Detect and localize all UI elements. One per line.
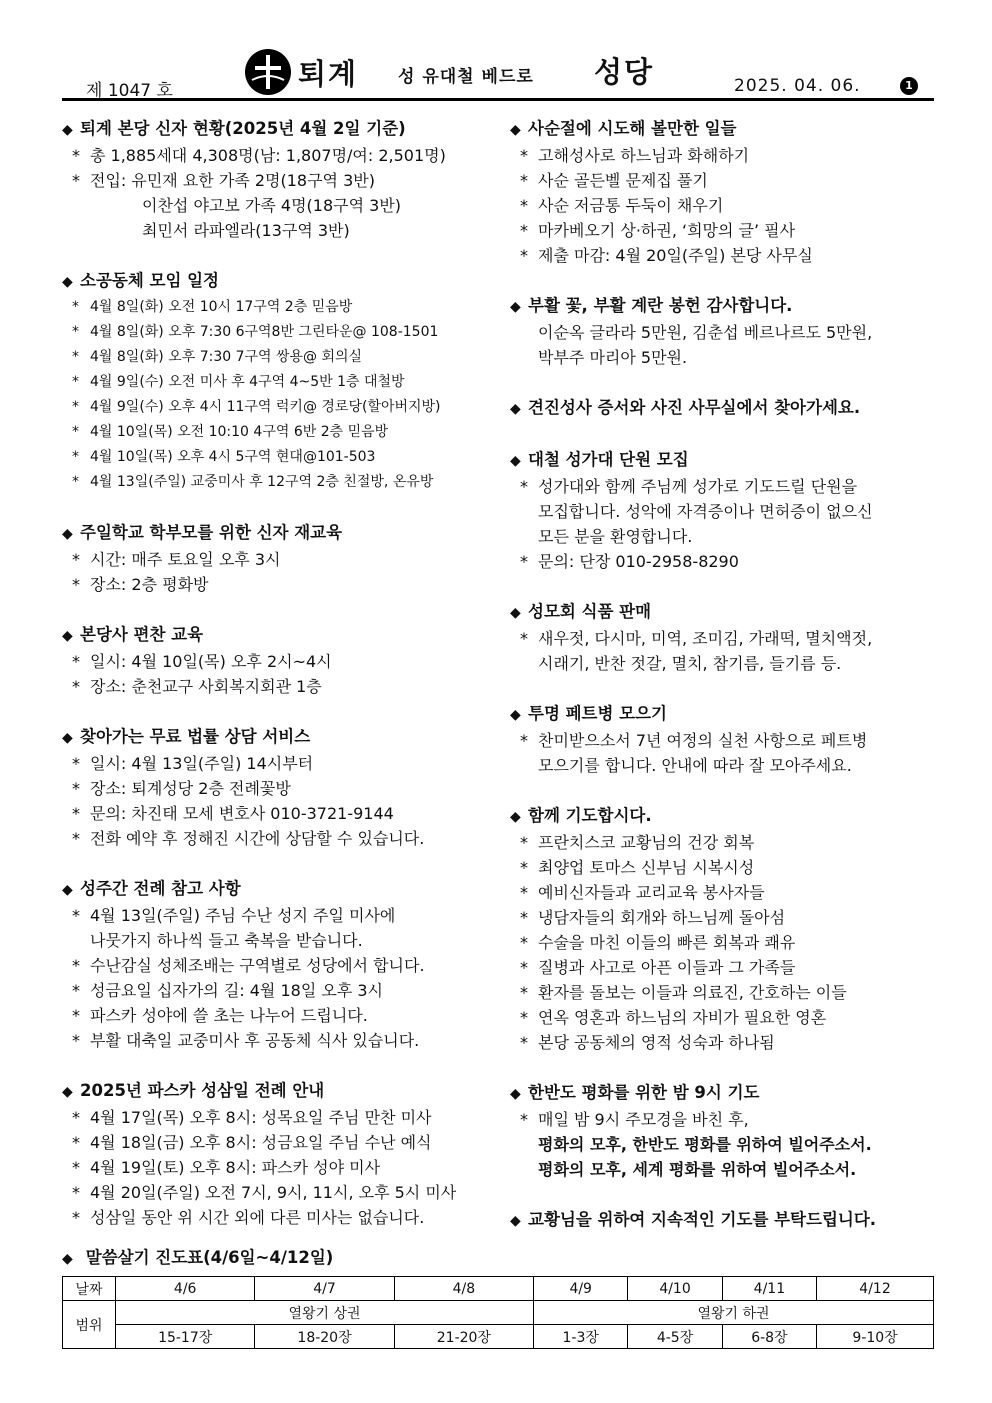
diamond-icon: ◆ xyxy=(510,707,521,723)
list-item xyxy=(62,953,502,978)
list-item-text: 예비신자들과 교리교육 봉사자들 xyxy=(538,883,765,902)
notice-section xyxy=(510,803,940,1055)
list-item-text: 새우젓, 다시마, 미역, 조미김, 가래떡, 멸치액젓, xyxy=(538,629,873,648)
list-item-text: 4월 10일(목) 오전 10:10 4구역 6반 2층 믿음방 xyxy=(90,424,389,440)
list-item xyxy=(510,1005,940,1030)
asterisk-bullet-icon: * xyxy=(72,956,80,975)
date-cell: 4/6 xyxy=(116,1277,255,1301)
asterisk-bullet-icon: * xyxy=(72,754,80,773)
asterisk-bullet-icon: * xyxy=(72,374,79,390)
list-item-text: 고해성사로 하느님과 화해하기 xyxy=(538,146,750,165)
asterisk-bullet-icon: * xyxy=(520,146,528,165)
list-item xyxy=(510,243,940,268)
asterisk-bullet-icon: * xyxy=(520,1033,528,1052)
list-item-text: 성삼일 동안 위 시간 외에 다른 미사는 없습니다. xyxy=(90,1208,425,1227)
asterisk-bullet-icon: * xyxy=(72,829,80,848)
notice-section xyxy=(510,293,940,370)
diamond-icon: ◆ xyxy=(510,299,521,315)
notice-section xyxy=(62,1078,502,1230)
continuation-line: 모집합니다. 성악에 자격증이나 면허증이 없으신 xyxy=(538,502,873,521)
diamond-icon: ◆ xyxy=(62,882,73,898)
list-item-text: 4월 8일(화) 오후 7:30 6구역8반 그린타운@ 108-1501 xyxy=(90,324,439,340)
diamond-icon: ◆ xyxy=(62,1084,73,1100)
section-title-text: 사순절에 시도해 볼만한 일들 xyxy=(528,119,737,138)
date-cell: 4/11 xyxy=(722,1277,816,1301)
left-column xyxy=(62,116,502,1255)
list-item xyxy=(510,626,940,651)
section-title xyxy=(510,116,940,143)
book-cell: 열왕기 상권 xyxy=(116,1301,534,1325)
continuation-line: 이찬섭 야고보 가족 4명(18구역 3반) xyxy=(142,196,402,215)
asterisk-bullet-icon: * xyxy=(72,1183,80,1202)
asterisk-bullet-icon: * xyxy=(72,399,79,415)
section-title xyxy=(62,268,502,295)
list-item-text: 일시: 4월 10일(목) 오후 2시~4시 xyxy=(90,652,332,671)
asterisk-bullet-icon: * xyxy=(72,1006,80,1025)
range-label: 범위 xyxy=(63,1301,116,1349)
continuation-line: 평화의 모후, 세계 평화를 위하여 빌어주소서. xyxy=(538,1160,857,1179)
list-item-text: 문의: 차진태 모세 변호사 010-3721-9144 xyxy=(90,804,394,823)
list-item-text: 4월 18일(금) 오후 8시: 성금요일 주님 수난 예식 xyxy=(90,1133,432,1152)
list-item-text: 냉담자들의 회개와 하느님께 돌아섬 xyxy=(538,908,786,927)
asterisk-bullet-icon: * xyxy=(520,983,528,1002)
asterisk-bullet-icon: * xyxy=(72,575,80,594)
asterisk-bullet-icon: * xyxy=(520,858,528,877)
list-item xyxy=(510,830,940,855)
continuation-line: 박부주 마리아 5만원. xyxy=(538,348,688,367)
chapter-row xyxy=(63,1325,934,1349)
list-item xyxy=(510,474,940,499)
notice-section xyxy=(510,1080,940,1182)
date-cell: 4/7 xyxy=(255,1277,394,1301)
list-item xyxy=(62,649,502,674)
list-item xyxy=(62,1155,502,1180)
list-item-text: 4월 9일(수) 오전 미사 후 4구역 4~5반 1층 대철방 xyxy=(90,374,405,390)
list-item-text: 4월 8일(화) 오전 10시 17구역 2층 믿음방 xyxy=(90,299,353,315)
section-title-text: 본당사 편찬 교육 xyxy=(80,625,204,644)
list-item xyxy=(510,549,940,574)
asterisk-bullet-icon: * xyxy=(72,324,79,340)
section-title-text: 찾아가는 무료 법률 상담 서비스 xyxy=(80,727,311,746)
list-item-text: 4월 13일(주일) 교중미사 후 12구역 2층 친절방, 온유방 xyxy=(90,474,434,490)
continuation-line: 모으기를 합니다. 안내에 따라 잘 모아주세요. xyxy=(538,756,852,775)
list-item xyxy=(510,980,940,1005)
list-item-text: 제출 마감: 4월 20일(주일) 본당 사무실 xyxy=(538,246,813,265)
list-item-text: 프란치스코 교황님의 건강 회복 xyxy=(538,833,755,852)
chapter-cell: 9-10장 xyxy=(817,1325,934,1349)
asterisk-bullet-icon: * xyxy=(72,146,80,165)
section-title xyxy=(62,724,502,751)
list-item-text: 사순 골든벨 문제집 풀기 xyxy=(538,171,708,190)
list-item xyxy=(62,143,502,168)
diamond-icon: ◆ xyxy=(510,1086,521,1102)
list-item xyxy=(62,370,502,395)
notice-section xyxy=(510,447,940,574)
list-item xyxy=(510,905,940,930)
section-title-text: 퇴계 본당 신자 현황(2025년 4월 2일 기준) xyxy=(80,119,406,138)
list-item xyxy=(510,193,940,218)
diamond-icon: ◆ xyxy=(510,605,521,621)
list-item-text: 4월 8일(화) 오후 7:30 7구역 쌍용@ 회의실 xyxy=(90,349,363,365)
list-item-text: 수술을 마친 이들의 빠른 회복과 쾌유 xyxy=(538,933,796,952)
section-title xyxy=(62,520,502,547)
notice-section xyxy=(510,116,940,268)
list-item-text: 최양업 토마스 신부님 시복시성 xyxy=(538,858,755,877)
section-title-text: 대철 성가대 단원 모집 xyxy=(528,450,689,469)
diamond-icon: ◆ xyxy=(62,1251,73,1267)
list-item-text: 4월 17일(목) 오후 8시: 성목요일 주님 만찬 미사 xyxy=(90,1108,432,1127)
schedule-table xyxy=(62,1276,934,1349)
schedule-title-text: 말씀살기 진도표(4/6일~4/12일) xyxy=(85,1248,334,1267)
asterisk-bullet-icon: * xyxy=(520,196,528,215)
diamond-icon: ◆ xyxy=(62,122,73,138)
notice-section xyxy=(62,520,502,597)
diamond-icon: ◆ xyxy=(510,401,521,417)
asterisk-bullet-icon: * xyxy=(520,221,528,240)
asterisk-bullet-icon: * xyxy=(72,677,80,696)
list-item-text: 문의: 단장 010-2958-8290 xyxy=(538,552,739,571)
section-title-text: 소공동체 모임 일정 xyxy=(80,271,220,290)
asterisk-bullet-icon: * xyxy=(72,804,80,823)
continuation-line: 시래기, 반찬 젓갈, 멸치, 참기름, 들기름 등. xyxy=(538,654,842,673)
list-item xyxy=(62,674,502,699)
section-title xyxy=(510,1080,940,1107)
section-title-text: 성모회 식품 판매 xyxy=(528,602,652,621)
section-title xyxy=(510,1207,940,1234)
header-rule xyxy=(62,98,934,101)
asterisk-bullet-icon: * xyxy=(520,246,528,265)
section-title-text: 한반도 평화를 위한 밤 9시 기도 xyxy=(528,1083,760,1102)
list-item-text: 전입: 유민재 요한 가족 2명(18구역 3반) xyxy=(90,171,375,190)
date-label: 날짜 xyxy=(63,1277,116,1301)
notice-section xyxy=(62,876,502,1053)
list-item-text: 4월 13일(주일) 주님 수난 성지 주일 미사에 xyxy=(90,906,396,925)
asterisk-bullet-icon: * xyxy=(72,1133,80,1152)
section-title-text: 함께 기도합시다. xyxy=(528,806,652,825)
list-item xyxy=(510,880,940,905)
chapter-cell: 18-20장 xyxy=(255,1325,394,1349)
section-title-text: 부활 꽃, 부활 계란 봉헌 감사합니다. xyxy=(528,296,793,315)
section-title xyxy=(510,395,940,422)
cross-logo-icon xyxy=(244,48,292,96)
title-end: 성당 xyxy=(594,55,655,89)
asterisk-bullet-icon: * xyxy=(72,1208,80,1227)
continuation-line: 나뭇가지 하나씩 들고 축복을 받습니다. xyxy=(90,931,363,950)
diamond-icon: ◆ xyxy=(62,730,73,746)
list-item xyxy=(62,168,502,193)
asterisk-bullet-icon: * xyxy=(520,731,528,750)
bible-reading-schedule xyxy=(62,1245,934,1349)
list-item xyxy=(62,572,502,597)
list-item-text: 4월 19일(토) 오후 8시: 파스카 성야 미사 xyxy=(90,1158,381,1177)
asterisk-bullet-icon: * xyxy=(72,299,79,315)
list-item-text: 일시: 4월 13일(주일) 14시부터 xyxy=(90,754,314,773)
notice-section xyxy=(510,701,940,778)
list-item xyxy=(62,776,502,801)
list-item xyxy=(510,1030,940,1055)
date-cell: 4/12 xyxy=(817,1277,934,1301)
asterisk-bullet-icon: * xyxy=(520,883,528,902)
continuation-line: 최민서 라파엘라(13구역 3반) xyxy=(142,221,350,240)
list-item xyxy=(62,1003,502,1028)
list-item xyxy=(62,903,502,928)
asterisk-bullet-icon: * xyxy=(72,779,80,798)
list-item-text: 총 1,885세대 4,308명(남: 1,807명/여: 2,501명) xyxy=(90,146,446,165)
bulletin-header xyxy=(62,48,934,101)
list-item xyxy=(62,1105,502,1130)
section-title-text: 2025년 파스카 성삼일 전례 안내 xyxy=(80,1081,325,1100)
date-row xyxy=(63,1277,934,1301)
continuation-line: 평화의 모후, 한반도 평화를 위하여 빌어주소서. xyxy=(538,1135,872,1154)
list-item-text: 시간: 매주 토요일 오후 3시 xyxy=(90,550,281,569)
date-cell: 4/10 xyxy=(628,1277,722,1301)
list-item xyxy=(62,1028,502,1053)
asterisk-bullet-icon: * xyxy=(72,906,80,925)
asterisk-bullet-icon: * xyxy=(520,477,528,496)
notice-section xyxy=(510,1207,940,1234)
asterisk-bullet-icon: * xyxy=(520,171,528,190)
section-title-text: 성주간 전례 참고 사항 xyxy=(80,879,241,898)
section-title xyxy=(510,447,940,474)
title-main: 퇴계 xyxy=(298,57,359,91)
list-item-text: 파스카 성야에 쓸 초는 나누어 드립니다. xyxy=(90,1006,368,1025)
issue-number: 제 1047 호 xyxy=(86,81,173,101)
chapter-cell: 4-5장 xyxy=(628,1325,722,1349)
list-item xyxy=(62,295,502,320)
list-item xyxy=(510,168,940,193)
right-column xyxy=(510,116,940,1259)
list-item xyxy=(62,445,502,470)
list-item-text: 성금요일 십자가의 길: 4월 18일 오후 3시 xyxy=(90,981,384,1000)
asterisk-bullet-icon: * xyxy=(72,550,80,569)
list-item-text: 매일 밤 9시 주모경을 바친 후, xyxy=(538,1110,749,1129)
diamond-icon: ◆ xyxy=(62,274,73,290)
asterisk-bullet-icon: * xyxy=(520,833,528,852)
notice-section xyxy=(62,724,502,851)
asterisk-bullet-icon: * xyxy=(520,958,528,977)
asterisk-bullet-icon: * xyxy=(520,908,528,927)
list-item xyxy=(62,1180,502,1205)
list-item-text: 질병과 사고로 아픈 이들과 그 가족들 xyxy=(538,958,796,977)
list-item-text: 찬미받으소서 7년 여정의 실천 사항으로 페트병 xyxy=(538,731,868,750)
schedule-title xyxy=(62,1245,934,1272)
list-item xyxy=(510,728,940,753)
diamond-icon: ◆ xyxy=(510,453,521,469)
section-title xyxy=(510,599,940,626)
list-item-text: 4월 9일(수) 오후 4시 11구역 럭키@ 경로당(할아버지방) xyxy=(90,399,441,415)
list-item xyxy=(510,855,940,880)
asterisk-bullet-icon: * xyxy=(72,171,80,190)
list-item xyxy=(510,955,940,980)
list-item xyxy=(510,143,940,168)
notice-section xyxy=(62,622,502,699)
section-title-text: 주일학교 학부모를 위한 신자 재교육 xyxy=(80,523,343,542)
asterisk-bullet-icon: * xyxy=(72,424,79,440)
notice-section xyxy=(62,116,502,243)
asterisk-bullet-icon: * xyxy=(72,1031,80,1050)
asterisk-bullet-icon: * xyxy=(72,1108,80,1127)
list-item xyxy=(62,420,502,445)
section-title xyxy=(62,1078,502,1105)
section-title-text: 견진성사 증서와 사진 사무실에서 찾아가세요. xyxy=(528,398,861,417)
chapter-cell: 6-8장 xyxy=(722,1325,816,1349)
asterisk-bullet-icon: * xyxy=(72,981,80,1000)
diamond-icon: ◆ xyxy=(510,122,521,138)
diamond-icon: ◆ xyxy=(510,1213,521,1229)
asterisk-bullet-icon: * xyxy=(520,629,528,648)
asterisk-bullet-icon: * xyxy=(520,552,528,571)
chapter-cell: 1-3장 xyxy=(534,1325,628,1349)
continuation-line: 이순옥 글라라 5만원, 김춘섭 베르나르도 5만원, xyxy=(538,323,873,342)
list-item-text: 성가대와 함께 주님께 성가로 기도드릴 단원을 xyxy=(538,477,858,496)
asterisk-bullet-icon: * xyxy=(72,349,79,365)
list-item xyxy=(62,801,502,826)
asterisk-bullet-icon: * xyxy=(520,1008,528,1027)
list-item-text: 전화 예약 후 정해진 시간에 상담할 수 있습니다. xyxy=(90,829,425,848)
section-title xyxy=(510,701,940,728)
asterisk-bullet-icon: * xyxy=(72,652,80,671)
list-item-text: 부활 대축일 교중미사 후 공동체 식사 있습니다. xyxy=(90,1031,420,1050)
list-item xyxy=(62,1205,502,1230)
asterisk-bullet-icon: * xyxy=(72,449,79,465)
list-item-text: 환자를 돌보는 이들과 의료진, 간호하는 이들 xyxy=(538,983,847,1002)
notice-section xyxy=(510,395,940,422)
section-title-text: 교황님을 위하여 지속적인 기도를 부탁드립니다. xyxy=(528,1210,877,1229)
list-item-text: 4월 20일(주일) 오전 7시, 9시, 11시, 오후 5시 미사 xyxy=(90,1183,457,1202)
date-cell: 4/9 xyxy=(534,1277,628,1301)
asterisk-bullet-icon: * xyxy=(72,1158,80,1177)
asterisk-bullet-icon: * xyxy=(520,1110,528,1129)
list-item xyxy=(62,470,502,495)
section-title xyxy=(510,293,940,320)
list-item xyxy=(62,345,502,370)
list-item xyxy=(62,978,502,1003)
page-number-badge: 1 xyxy=(900,77,918,95)
list-item-text: 4월 10일(목) 오후 4시 5구역 현대@101-503 xyxy=(90,449,376,465)
asterisk-bullet-icon: * xyxy=(520,933,528,952)
list-item xyxy=(62,751,502,776)
list-item xyxy=(510,930,940,955)
book-row xyxy=(63,1301,934,1325)
notice-section xyxy=(510,599,940,676)
list-item xyxy=(510,218,940,243)
section-title xyxy=(62,876,502,903)
list-item xyxy=(62,395,502,420)
notice-section xyxy=(62,268,502,495)
section-title xyxy=(62,622,502,649)
list-item-text: 사순 저금통 두둑이 채우기 xyxy=(538,196,724,215)
list-item-text: 장소: 춘천교구 사회복지회관 1층 xyxy=(90,677,322,696)
list-item xyxy=(62,826,502,851)
book-cell: 열왕기 하권 xyxy=(534,1301,934,1325)
list-item-text: 마카베오기 상·하권, ‘희망의 글’ 필사 xyxy=(538,221,796,240)
chapter-cell: 15-17장 xyxy=(116,1325,255,1349)
bulletin-date: 2025. 04. 06. xyxy=(734,76,861,96)
diamond-icon: ◆ xyxy=(62,526,73,542)
list-item-text: 수난감실 성체조배는 구역별로 성당에서 합니다. xyxy=(90,956,425,975)
chapter-cell: 21-20장 xyxy=(394,1325,533,1349)
list-item xyxy=(62,320,502,345)
diamond-icon: ◆ xyxy=(510,809,521,825)
asterisk-bullet-icon: * xyxy=(72,474,79,490)
section-title xyxy=(62,116,502,143)
date-cell: 4/8 xyxy=(394,1277,533,1301)
title-sub: 성 유대철 베드로 xyxy=(398,67,534,87)
diamond-icon: ◆ xyxy=(62,628,73,644)
continuation-line: 모든 분을 환영합니다. xyxy=(538,527,693,546)
list-item xyxy=(62,547,502,572)
list-item-text: 장소: 2층 평화방 xyxy=(90,575,209,594)
list-item-text: 연옥 영혼과 하느님의 자비가 필요한 영혼 xyxy=(538,1008,827,1027)
section-title-text: 투명 페트병 모으기 xyxy=(528,704,668,723)
list-item-text: 본당 공동체의 영적 성숙과 하나됨 xyxy=(538,1033,775,1052)
section-title xyxy=(510,803,940,830)
list-item xyxy=(510,1107,940,1132)
list-item xyxy=(62,1130,502,1155)
list-item-text: 장소: 퇴계성당 2층 전례꽃방 xyxy=(90,779,291,798)
